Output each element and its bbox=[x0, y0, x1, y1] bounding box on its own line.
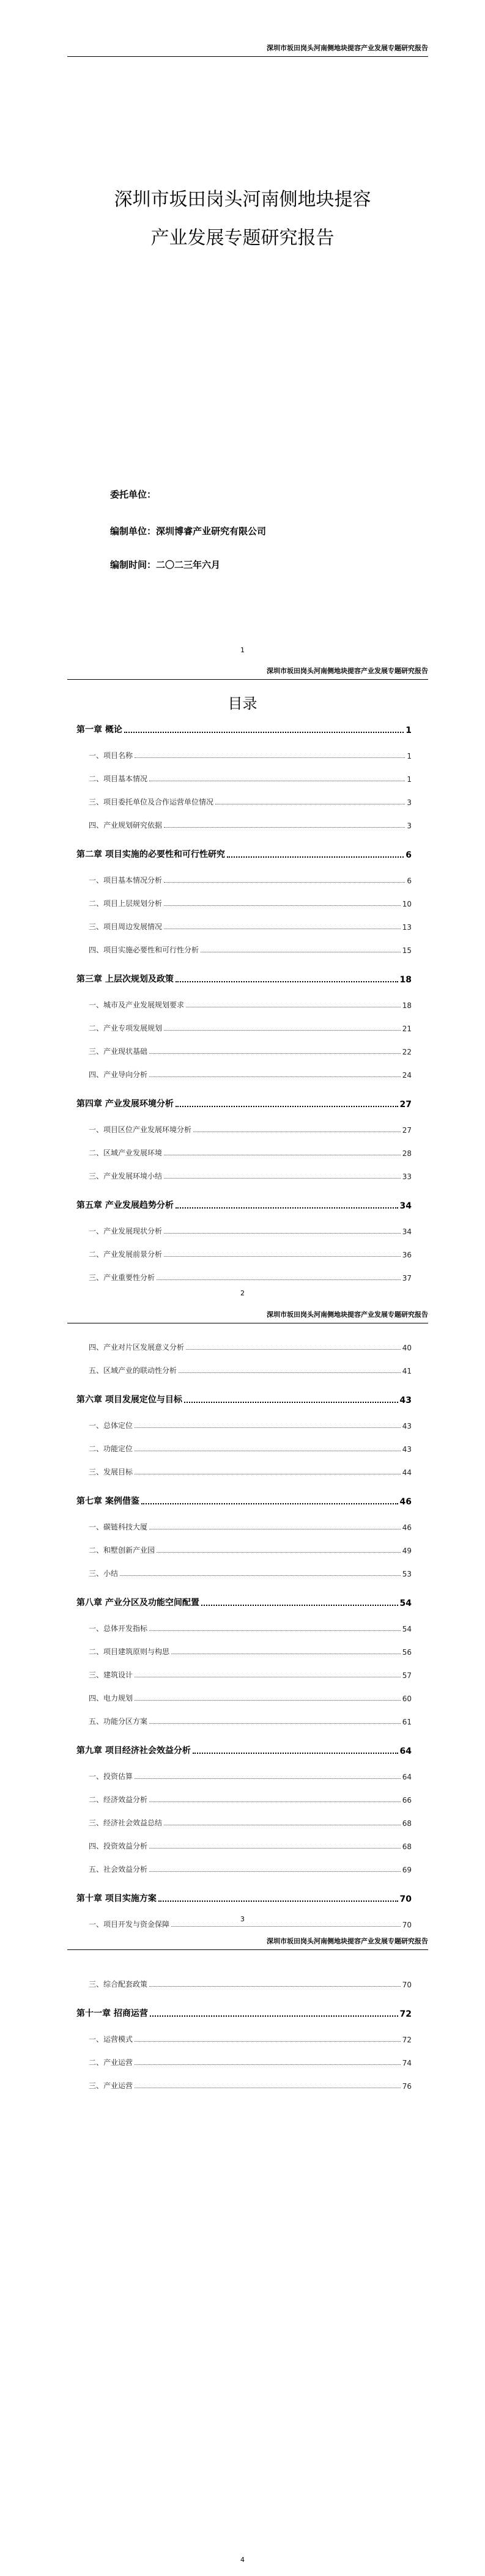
toc-page-number: 40 bbox=[402, 1344, 412, 1352]
toc-page-number: 43 bbox=[402, 1422, 412, 1430]
toc-entry-title: 三、小结 bbox=[89, 1569, 119, 1578]
toc-chapter-entry[interactable] bbox=[76, 1495, 412, 1507]
toc-entry-title: 二、区域产业发展环境 bbox=[89, 1149, 163, 1157]
toc-entry-title: 第五章 产业发展趋势分析 bbox=[76, 1201, 174, 1210]
toc-leader-dots bbox=[135, 2064, 401, 2065]
toc-page-number: 68 bbox=[402, 1819, 412, 1828]
toc-leader-dots bbox=[193, 1753, 398, 1754]
toc-entry-title: 一、运营模式 bbox=[89, 2035, 133, 2044]
toc-page-number: 22 bbox=[402, 1048, 412, 1056]
toc-entry-title: 二、项目基本情况 bbox=[89, 775, 148, 783]
toc-page-number: 6 bbox=[407, 877, 412, 885]
toc-section-entry[interactable] bbox=[89, 1342, 412, 1352]
toc-section-entry[interactable] bbox=[89, 2057, 412, 2067]
toc-section-entry[interactable] bbox=[89, 750, 412, 760]
toc-section-entry[interactable] bbox=[89, 1420, 412, 1430]
toc-leader-dots bbox=[164, 1030, 401, 1031]
toc-leader-dots bbox=[176, 1207, 398, 1209]
date-value: 二〇二三年六月 bbox=[156, 559, 221, 570]
toc-leader-dots bbox=[176, 1106, 398, 1107]
toc-leader-dots bbox=[201, 1605, 398, 1606]
toc-section-entry[interactable] bbox=[89, 2034, 412, 2044]
toc-page-number: 24 bbox=[402, 1071, 412, 1080]
toc-page-number: 3 bbox=[407, 798, 412, 807]
toc-page-number: 33 bbox=[402, 1172, 412, 1181]
toc-entry-title: 一、总体开发指标 bbox=[89, 1624, 148, 1633]
toc-leader-dots bbox=[227, 856, 404, 858]
toc-section-entry[interactable] bbox=[89, 1841, 412, 1851]
toc-page-number: 27 bbox=[399, 1100, 412, 1110]
toc-entry-title: 一、投资估算 bbox=[89, 1772, 133, 1781]
toc-entry-title: 三、发展目标 bbox=[89, 1468, 133, 1476]
toc-leader-dots bbox=[164, 1256, 401, 1257]
toc-page-2 bbox=[0, 657, 485, 1299]
toc-entry-title: 四、项目实施必要性和可行性分析 bbox=[89, 946, 199, 954]
toc-section-entry[interactable] bbox=[89, 1069, 412, 1080]
page-number: 3 bbox=[240, 1915, 245, 1923]
toc-entry-title: 第十一章 招商运营 bbox=[76, 2009, 148, 2018]
toc-page-number: 18 bbox=[399, 975, 412, 985]
toc-page-number: 76 bbox=[402, 2082, 412, 2091]
toc-section-entry[interactable] bbox=[89, 2080, 412, 2091]
org-value: 深圳博睿产业研究有限公司 bbox=[156, 526, 267, 537]
toc-entry-title: 第六章 项目发展定位与目标 bbox=[76, 1395, 182, 1405]
toc-leader-dots bbox=[164, 827, 405, 828]
toc-entry-title: 一、产业发展现状分析 bbox=[89, 1227, 163, 1235]
toc-section-entry[interactable] bbox=[89, 1272, 412, 1282]
date-line bbox=[110, 559, 220, 570]
cover-page bbox=[0, 0, 485, 654]
toc-entry-title: 第十章 项目实施方案 bbox=[76, 1894, 157, 1904]
toc-chapter-entry[interactable] bbox=[76, 848, 412, 860]
toc-entry-title: 三、产业重要性分析 bbox=[89, 1273, 155, 1282]
toc-leader-dots bbox=[164, 1178, 401, 1179]
toc-section-entry[interactable] bbox=[89, 1669, 412, 1680]
toc-entry-title: 一、总体定位 bbox=[89, 1421, 133, 1430]
date-label: 编制时间： bbox=[110, 559, 157, 570]
toc-page-number: 1 bbox=[405, 726, 412, 735]
toc-leader-dots bbox=[164, 905, 401, 906]
toc-leader-dots bbox=[149, 1630, 401, 1631]
toc-entry-title: 四、投资效益分析 bbox=[89, 1842, 148, 1850]
toc-leader-dots bbox=[164, 1233, 401, 1234]
running-header: 深圳市坂田岗头河南侧地块提容产业发展专题研究报告 bbox=[67, 42, 428, 57]
toc-page-number: 49 bbox=[402, 1547, 412, 1555]
toc-entry-title: 四、产业规划研究依据 bbox=[89, 821, 163, 830]
toc-section-entry[interactable] bbox=[89, 1817, 412, 1828]
toc-section-entry[interactable] bbox=[89, 921, 412, 932]
toc-page-number: 57 bbox=[402, 1671, 412, 1680]
toc-entry-title: 三、产业发展环境小结 bbox=[89, 1172, 163, 1180]
toc-section-entry[interactable] bbox=[89, 1771, 412, 1781]
toc-page-3 bbox=[0, 1301, 485, 1943]
toc-section-entry[interactable] bbox=[89, 1046, 412, 1056]
toc-page-4 bbox=[0, 1935, 485, 2576]
toc-section-entry[interactable] bbox=[89, 1646, 412, 1657]
toc-chapter-entry[interactable] bbox=[76, 1596, 412, 1608]
page-number: 4 bbox=[240, 2556, 245, 2564]
toc-page-number: 13 bbox=[402, 923, 412, 932]
toc-page-number: 68 bbox=[402, 1842, 412, 1851]
toc-entry-title: 三、产业现状基础 bbox=[89, 1047, 148, 1056]
toc-section-entry[interactable] bbox=[89, 1124, 412, 1135]
running-header: 深圳市坂田岗头河南侧地块提容产业发展专题研究报告 bbox=[67, 1308, 428, 1323]
toc-page-number: 44 bbox=[402, 1468, 412, 1477]
toc-chapter-entry[interactable] bbox=[76, 723, 412, 735]
toc-entry-title: 二、和墅创新产业园 bbox=[89, 1546, 155, 1555]
toc-chapter-entry[interactable] bbox=[76, 1097, 412, 1110]
toc-entry-title: 二、功能定位 bbox=[89, 1444, 133, 1453]
toc-page-number: 21 bbox=[402, 1025, 412, 1033]
toc-chapter-entry[interactable] bbox=[76, 1393, 412, 1405]
toc-section-entry[interactable] bbox=[89, 1522, 412, 1532]
toc-leader-dots bbox=[164, 882, 405, 883]
toc-leader-dots bbox=[176, 981, 398, 982]
toc-section-entry[interactable] bbox=[89, 1226, 412, 1236]
toc-section-entry[interactable] bbox=[89, 1864, 412, 1874]
toc-page-number: 53 bbox=[402, 1570, 412, 1578]
toc-entry-title: 二、产业运营 bbox=[89, 2058, 133, 2067]
running-header: 深圳市坂田岗头河南侧地块提容产业发展专题研究报告 bbox=[67, 1935, 428, 1950]
toc-page-number: 56 bbox=[402, 1648, 412, 1657]
toc-entry-title: 三、项目委托单位及合作运营单位情况 bbox=[89, 798, 214, 806]
toc-section-entry[interactable] bbox=[89, 898, 412, 908]
toc-chapter-entry[interactable] bbox=[76, 1744, 412, 1756]
toc-page-number: 1 bbox=[407, 775, 412, 784]
toc-page-number: 15 bbox=[402, 946, 412, 955]
toc-leader-dots bbox=[171, 1926, 401, 1927]
toc-entry-title: 第七章 案例借鉴 bbox=[76, 1496, 139, 1506]
toc-entry-title: 第二章 项目实施的必要性和可行性研究 bbox=[76, 850, 225, 859]
toc-entry-title: 三、建筑设计 bbox=[89, 1671, 133, 1679]
toc-page-number: 54 bbox=[402, 1625, 412, 1633]
toc-entry-title: 一、项目开发与资金保障 bbox=[89, 1920, 170, 1929]
toc-entry-title: 一、碳链科技大厦 bbox=[89, 1523, 148, 1531]
toc-page-number: 64 bbox=[402, 1773, 412, 1781]
toc-page-number: 61 bbox=[402, 1718, 412, 1726]
toc-entry-title: 第四章 产业发展环境分析 bbox=[76, 1099, 174, 1109]
running-header: 深圳市坂田岗头河南侧地块提容产业发展专题研究报告 bbox=[67, 664, 428, 680]
toc-section-entry[interactable] bbox=[89, 773, 412, 784]
toc-leader-dots bbox=[186, 1349, 401, 1350]
toc-section-entry[interactable] bbox=[89, 1466, 412, 1477]
toc-entry-title: 第八章 产业分区及功能空间配置 bbox=[76, 1598, 199, 1608]
toc-leader-dots bbox=[158, 1901, 398, 1902]
toc-leader-dots bbox=[179, 1372, 401, 1373]
toc-leader-dots bbox=[149, 1053, 401, 1054]
toc-page-number: 72 bbox=[399, 2009, 412, 2019]
toc-page-number: 3 bbox=[407, 822, 412, 830]
toc-section-entry[interactable] bbox=[89, 944, 412, 955]
toc-page-number: 1 bbox=[407, 752, 412, 760]
toc-leader-dots bbox=[149, 1871, 401, 1872]
toc-page-number: 46 bbox=[402, 1523, 412, 1532]
toc-leader-dots bbox=[135, 1700, 401, 1701]
toc-entry-title: 第九章 项目经济社会效益分析 bbox=[76, 1746, 191, 1756]
toc-entry-title: 二、产业专项发展规划 bbox=[89, 1024, 163, 1032]
toc-leader-dots bbox=[149, 1848, 401, 1849]
toc-page-number: 66 bbox=[402, 1796, 412, 1805]
toc-section-entry[interactable] bbox=[89, 1794, 412, 1805]
toc-page-number: 34 bbox=[399, 1201, 412, 1211]
toc-page-number: 64 bbox=[399, 1746, 412, 1756]
toc-section-entry[interactable] bbox=[89, 1716, 412, 1726]
toc-page-number: 69 bbox=[402, 1866, 412, 1874]
toc-leader-dots bbox=[149, 1986, 401, 1987]
toc-chapter-entry[interactable] bbox=[76, 2007, 412, 2019]
toc-chapter-entry[interactable] bbox=[76, 1199, 412, 1211]
toc-entry-title: 三、产业运营 bbox=[89, 2081, 133, 2090]
cover-title-line2: 产业发展专题研究报告 bbox=[150, 227, 335, 249]
toc-leader-dots bbox=[120, 1575, 401, 1576]
toc-leader-dots bbox=[149, 1801, 401, 1802]
toc-section-entry[interactable] bbox=[89, 1249, 412, 1259]
toc-entry-title: 一、项目区位产业发展环境分析 bbox=[89, 1125, 192, 1134]
toc-leader-dots bbox=[149, 1723, 401, 1724]
toc-page-number: 43 bbox=[399, 1396, 412, 1405]
toc-entry-title: 五、社会效益分析 bbox=[89, 1865, 148, 1874]
toc-leader-dots bbox=[135, 2041, 401, 2042]
toc-page-number: 41 bbox=[402, 1367, 412, 1375]
toc-section-entry[interactable] bbox=[89, 1023, 412, 1033]
toc-leader-dots bbox=[150, 2015, 398, 2017]
toc-page-number: 70 bbox=[402, 1921, 412, 1929]
toc-leader-dots bbox=[157, 1279, 401, 1280]
toc-section-entry[interactable] bbox=[89, 1171, 412, 1181]
toc-page-number: 36 bbox=[402, 1251, 412, 1259]
toc-entry-title: 三、经济社会效益总结 bbox=[89, 1819, 163, 1827]
toc-entry-title: 二、经济效益分析 bbox=[89, 1795, 148, 1804]
toc-page-number: 74 bbox=[402, 2059, 412, 2067]
toc-section-entry[interactable] bbox=[89, 875, 412, 885]
toc-section-entry[interactable] bbox=[89, 1693, 412, 1703]
toc-leader-dots bbox=[124, 732, 404, 733]
toc-entry-title: 五、区域产业的联动性分析 bbox=[89, 1366, 177, 1375]
toc-chapter-entry[interactable] bbox=[76, 1892, 412, 1904]
cover-title-line1: 深圳市坂田岗头河南侧地块提容 bbox=[114, 189, 371, 210]
toc-section-entry[interactable] bbox=[89, 797, 412, 807]
org-line bbox=[110, 526, 266, 537]
toc-page-number: 72 bbox=[402, 2036, 412, 2044]
toc-leader-dots bbox=[184, 1402, 398, 1403]
toc-entry-title: 第一章 概论 bbox=[76, 725, 122, 735]
toc-leader-dots bbox=[135, 1427, 401, 1428]
toc-section-entry[interactable] bbox=[89, 1147, 412, 1158]
toc-leader-dots bbox=[135, 757, 405, 758]
toc-section-entry[interactable] bbox=[89, 1365, 412, 1375]
toc-entry-title: 二、项目建筑原则与构思 bbox=[89, 1647, 170, 1656]
toc-entry-title: 四、产业导向分析 bbox=[89, 1070, 148, 1079]
toc-section-entry[interactable] bbox=[89, 999, 412, 1010]
toc-entry-title: 四、产业对片区发展意义分析 bbox=[89, 1343, 185, 1352]
toc-page-number: 54 bbox=[399, 1599, 412, 1608]
toc-leader-dots bbox=[157, 1552, 401, 1553]
toc-section-entry[interactable] bbox=[89, 1979, 412, 1989]
toc-entry-title: 一、城市及产业发展规划要求 bbox=[89, 1001, 185, 1009]
toc-entry-title: 四、电力规划 bbox=[89, 1694, 133, 1702]
toc-section-entry[interactable] bbox=[89, 1568, 412, 1578]
page-number: 2 bbox=[240, 1289, 245, 1297]
toc-entry-title: 三、综合配套政策 bbox=[89, 1980, 148, 1989]
toc-entry-title: 二、产业发展前景分析 bbox=[89, 1250, 163, 1259]
toc-leader-dots bbox=[149, 1076, 401, 1077]
toc-page-number: 28 bbox=[402, 1149, 412, 1158]
toc-leader-dots bbox=[135, 1778, 401, 1779]
toc-page-number: 6 bbox=[405, 850, 412, 860]
toc-page-number: 43 bbox=[402, 1445, 412, 1454]
toc-page-number: 46 bbox=[399, 1497, 412, 1507]
toc-page-number: 27 bbox=[402, 1126, 412, 1135]
page-number: 1 bbox=[240, 646, 245, 654]
toc-page-number: 34 bbox=[402, 1227, 412, 1236]
toc-entry-title: 一、项目基本情况分析 bbox=[89, 876, 163, 885]
toc-section-entry[interactable] bbox=[89, 1623, 412, 1633]
toc-entry-title: 第三章 上层次规划及政策 bbox=[76, 974, 174, 984]
toc-page-number: 70 bbox=[399, 1894, 412, 1904]
toc-title: 目录 bbox=[228, 695, 257, 712]
toc-page-number: 37 bbox=[402, 1274, 412, 1282]
toc-entry-title: 二、项目上层规划分析 bbox=[89, 899, 163, 908]
toc-page-number: 10 bbox=[402, 900, 412, 908]
client-line bbox=[110, 489, 156, 500]
toc-entry-title: 一、项目名称 bbox=[89, 751, 133, 760]
toc-page-number: 18 bbox=[402, 1001, 412, 1010]
toc-chapter-entry[interactable] bbox=[76, 973, 412, 985]
toc-leader-dots bbox=[141, 1503, 398, 1504]
toc-entry-title: 五、功能分区方案 bbox=[89, 1717, 148, 1726]
toc-page-number: 60 bbox=[402, 1695, 412, 1703]
client-label: 委托单位： bbox=[110, 489, 157, 500]
toc-section-entry[interactable] bbox=[89, 820, 412, 830]
toc-page-number: 70 bbox=[402, 1981, 412, 1989]
toc-section-entry[interactable] bbox=[89, 1443, 412, 1454]
toc-section-entry[interactable] bbox=[89, 1545, 412, 1555]
org-label: 编制单位： bbox=[110, 526, 157, 537]
toc-entry-title: 三、项目周边发展情况 bbox=[89, 922, 163, 931]
